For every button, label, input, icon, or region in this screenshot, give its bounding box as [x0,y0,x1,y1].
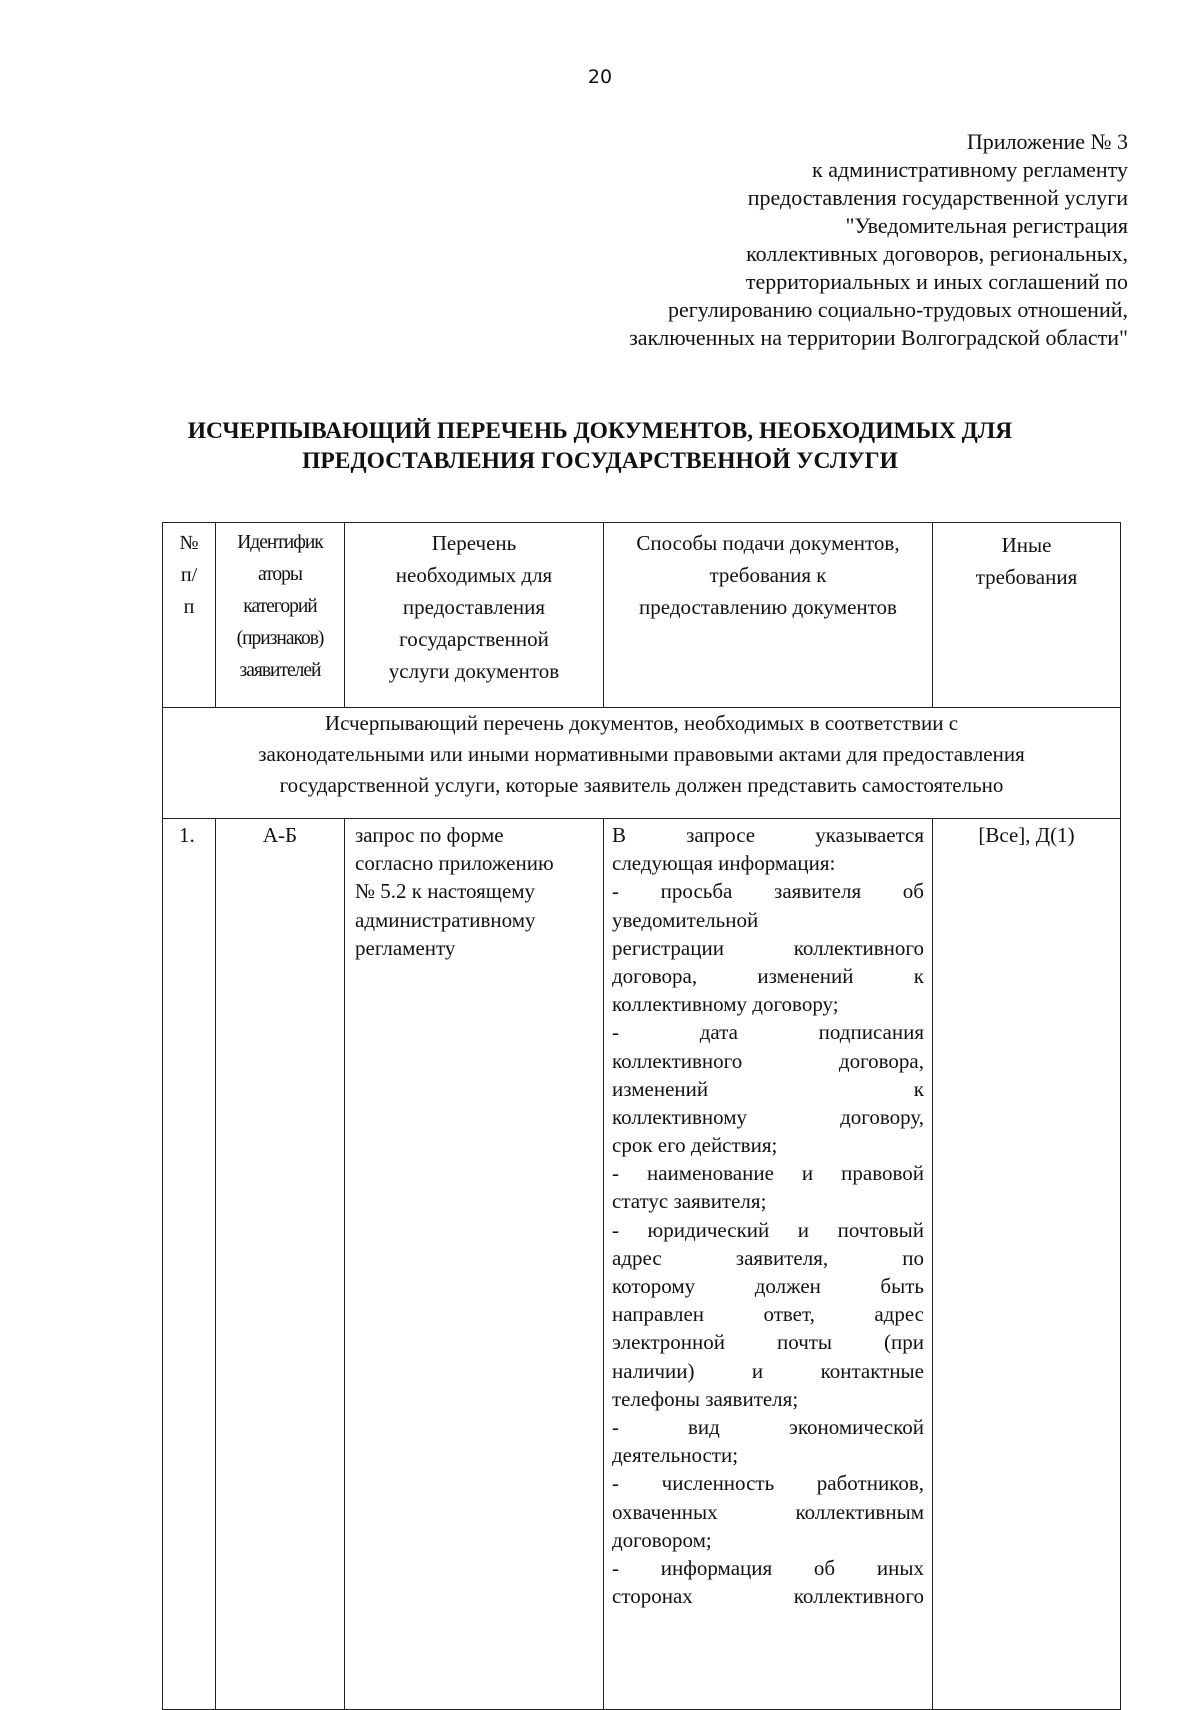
header-documents: Перечень необходимых для предоставления государственной услуги документов [345,523,604,708]
title-line: ИСЧЕРПЫВАЮЩИЙ ПЕРЕЧЕНЬ ДОКУМЕНТОВ, НЕОБХОДИМЫХ ДЛЯ [187,418,1013,444]
table-row [163,819,1121,1710]
appendix-line: к административному регламенту [812,157,1128,182]
title-line: ПРЕДОСТАВЛЕНИЯ ГОСУДАРСТВЕННОЙ УСЛУГИ [302,448,898,474]
row-identifier: А-Б [216,819,345,1710]
page-number: 20 [587,66,613,88]
row-document: запрос по форме согласно приложению № 5.2 к настоящему административному регламенту [345,819,604,1710]
row-number: 1. [163,819,216,1710]
appendix-line: предоставления государственной услуги [747,185,1128,210]
appendix-line: территориальных и иных соглашений по [745,269,1128,294]
header-methods: Способы подачи документов, требования к предоставлению документов [604,523,933,708]
document-title [140,416,1060,476]
appendix-line: регулированию социально-трудовых отношений, [668,297,1128,322]
documents-table [162,522,1121,1710]
appendix-line: Приложение № 3 [966,129,1128,154]
header-other: Иные требования [933,523,1121,708]
row-other-requirements: [Все], Д(1) [933,819,1121,1710]
header-identifiers: Идентифик аторы категорий (признаков) заявителей [216,523,345,708]
section-heading-row [163,708,1121,819]
table-header-row [163,523,1121,708]
header-num: № п/ п [163,523,216,708]
appendix-reference [508,128,1128,352]
row-methods: В запросе указывается следующая информация: - просьба заявителя об уведомительной регистрации коллективного договора, изменений к коллективному договору; - дата подписания коллективного договора, изменений к коллективному договору, срок его действия; - наименование и правовой статус заявителя; - юридический и почтовый адрес заявителя, по которому должен быть направлен ответ, адрес электронной почты (при наличии) и контактные телефоны заявителя; - вид экономической деятельности; - численность работников, охваченных коллективным договором; - информация об иных сторонах коллективного [604,819,933,1710]
section-heading: Исчерпывающий перечень документов, необходимых в соответствии с законодательными или иными нормативными правовыми актами для предоставления государственной услуги, которые заявитель должен представить самостоятельно [163,708,1121,819]
appendix-line: заключенных на территории Волгоградской области" [629,325,1128,350]
appendix-line: "Уведомительная регистрация [845,213,1128,238]
appendix-line: коллективных договоров, региональных, [746,241,1128,266]
